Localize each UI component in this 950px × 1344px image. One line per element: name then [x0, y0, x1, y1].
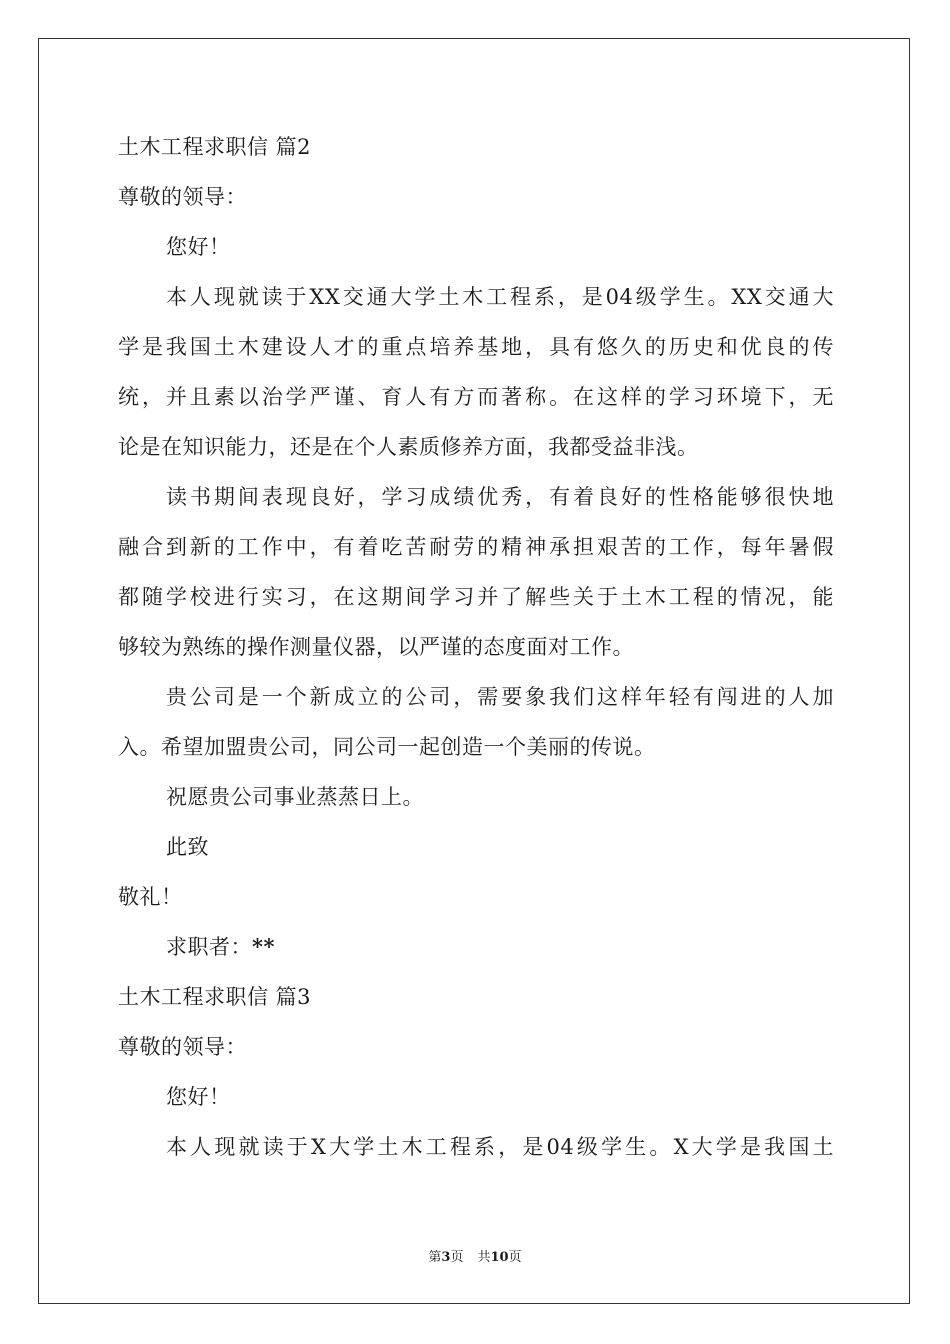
text-line-content: 读书期间表现良好，学习成绩优秀，有着良好的性格能够很快地 [166, 485, 834, 509]
text-line-content: 祝愿贵公司事业蒸蒸日上。 [166, 785, 424, 809]
text-line [118, 522, 834, 572]
page-footer [0, 1246, 950, 1265]
footer-page-suffix: 页 [450, 1250, 464, 1265]
text-line [118, 822, 834, 872]
footer-prefix: 第 [428, 1250, 442, 1265]
text-line [118, 322, 834, 372]
footer-total-prefix: 共 [477, 1250, 491, 1265]
text-line-content: 论是在知识能力，还是在个人素质修养方面，我都受益非浅。 [118, 435, 699, 459]
text-line [118, 922, 834, 972]
text-line [118, 1122, 834, 1172]
text-line [118, 722, 834, 772]
footer-total-pages: 10 [490, 1250, 509, 1265]
footer-total-suffix: 页 [508, 1250, 522, 1265]
text-line-content: 融合到新的工作中，有着吃苦耐劳的精神承担艰苦的工作，每年暑假 [118, 535, 834, 559]
text-line [118, 572, 834, 622]
text-line [118, 772, 834, 822]
text-line-content: 够较为熟练的操作测量仪器，以严谨的态度面对工作。 [118, 635, 634, 659]
text-line [118, 172, 834, 222]
text-line [118, 872, 834, 922]
text-line-content: 贵公司是一个新成立的公司，需要象我们这样年轻有闯进的人加 [166, 685, 834, 709]
text-line-content: 求职者： [166, 935, 252, 959]
text-line-content: 土木工程求职信 篇2 [118, 135, 312, 159]
text-line-content: 敬礼！ [118, 885, 183, 909]
text-line-content: 学是我国土木建设人才的重点培养基地，具有悠久的历史和优良的传 [118, 335, 834, 359]
text-line-content: 本人现就读于X大学土木工程系，是04级学生。X大学是我国土 [166, 1135, 834, 1159]
text-line-content: 您好！ [166, 1085, 231, 1109]
text-line [118, 622, 834, 672]
text-line-content: 土木工程求职信 篇3 [118, 985, 312, 1009]
text-line-content: 入。希望加盟贵公司，同公司一起创造一个美丽的传说。 [118, 735, 656, 759]
text-line [118, 222, 834, 272]
text-line-content: 尊敬的领导： [118, 185, 247, 209]
text-line-content: 统，并且素以治学严谨、育人有方而著称。在这样的学习环境下，无 [118, 385, 834, 409]
applicant-name-masked: ** [252, 934, 275, 959]
text-line-content: 本人现就读于XX交通大学土木工程系，是04级学生。XX交通大 [166, 285, 834, 309]
text-line-content: 都随学校进行实习，在这期间学习并了解些关于土木工程的情况，能 [118, 585, 834, 609]
text-line [118, 672, 834, 722]
footer-page-number: 3 [441, 1250, 451, 1265]
text-line [118, 1072, 834, 1122]
text-line [118, 122, 834, 172]
text-line-content: 尊敬的领导： [118, 1035, 247, 1059]
text-line [118, 1022, 834, 1072]
document-body [118, 122, 834, 1172]
text-line-content: 此致 [166, 835, 209, 859]
text-line-content: 您好！ [166, 235, 231, 259]
text-line [118, 472, 834, 522]
text-line [118, 422, 834, 472]
text-line [118, 972, 834, 1022]
text-line [118, 372, 834, 422]
text-line [118, 272, 834, 322]
